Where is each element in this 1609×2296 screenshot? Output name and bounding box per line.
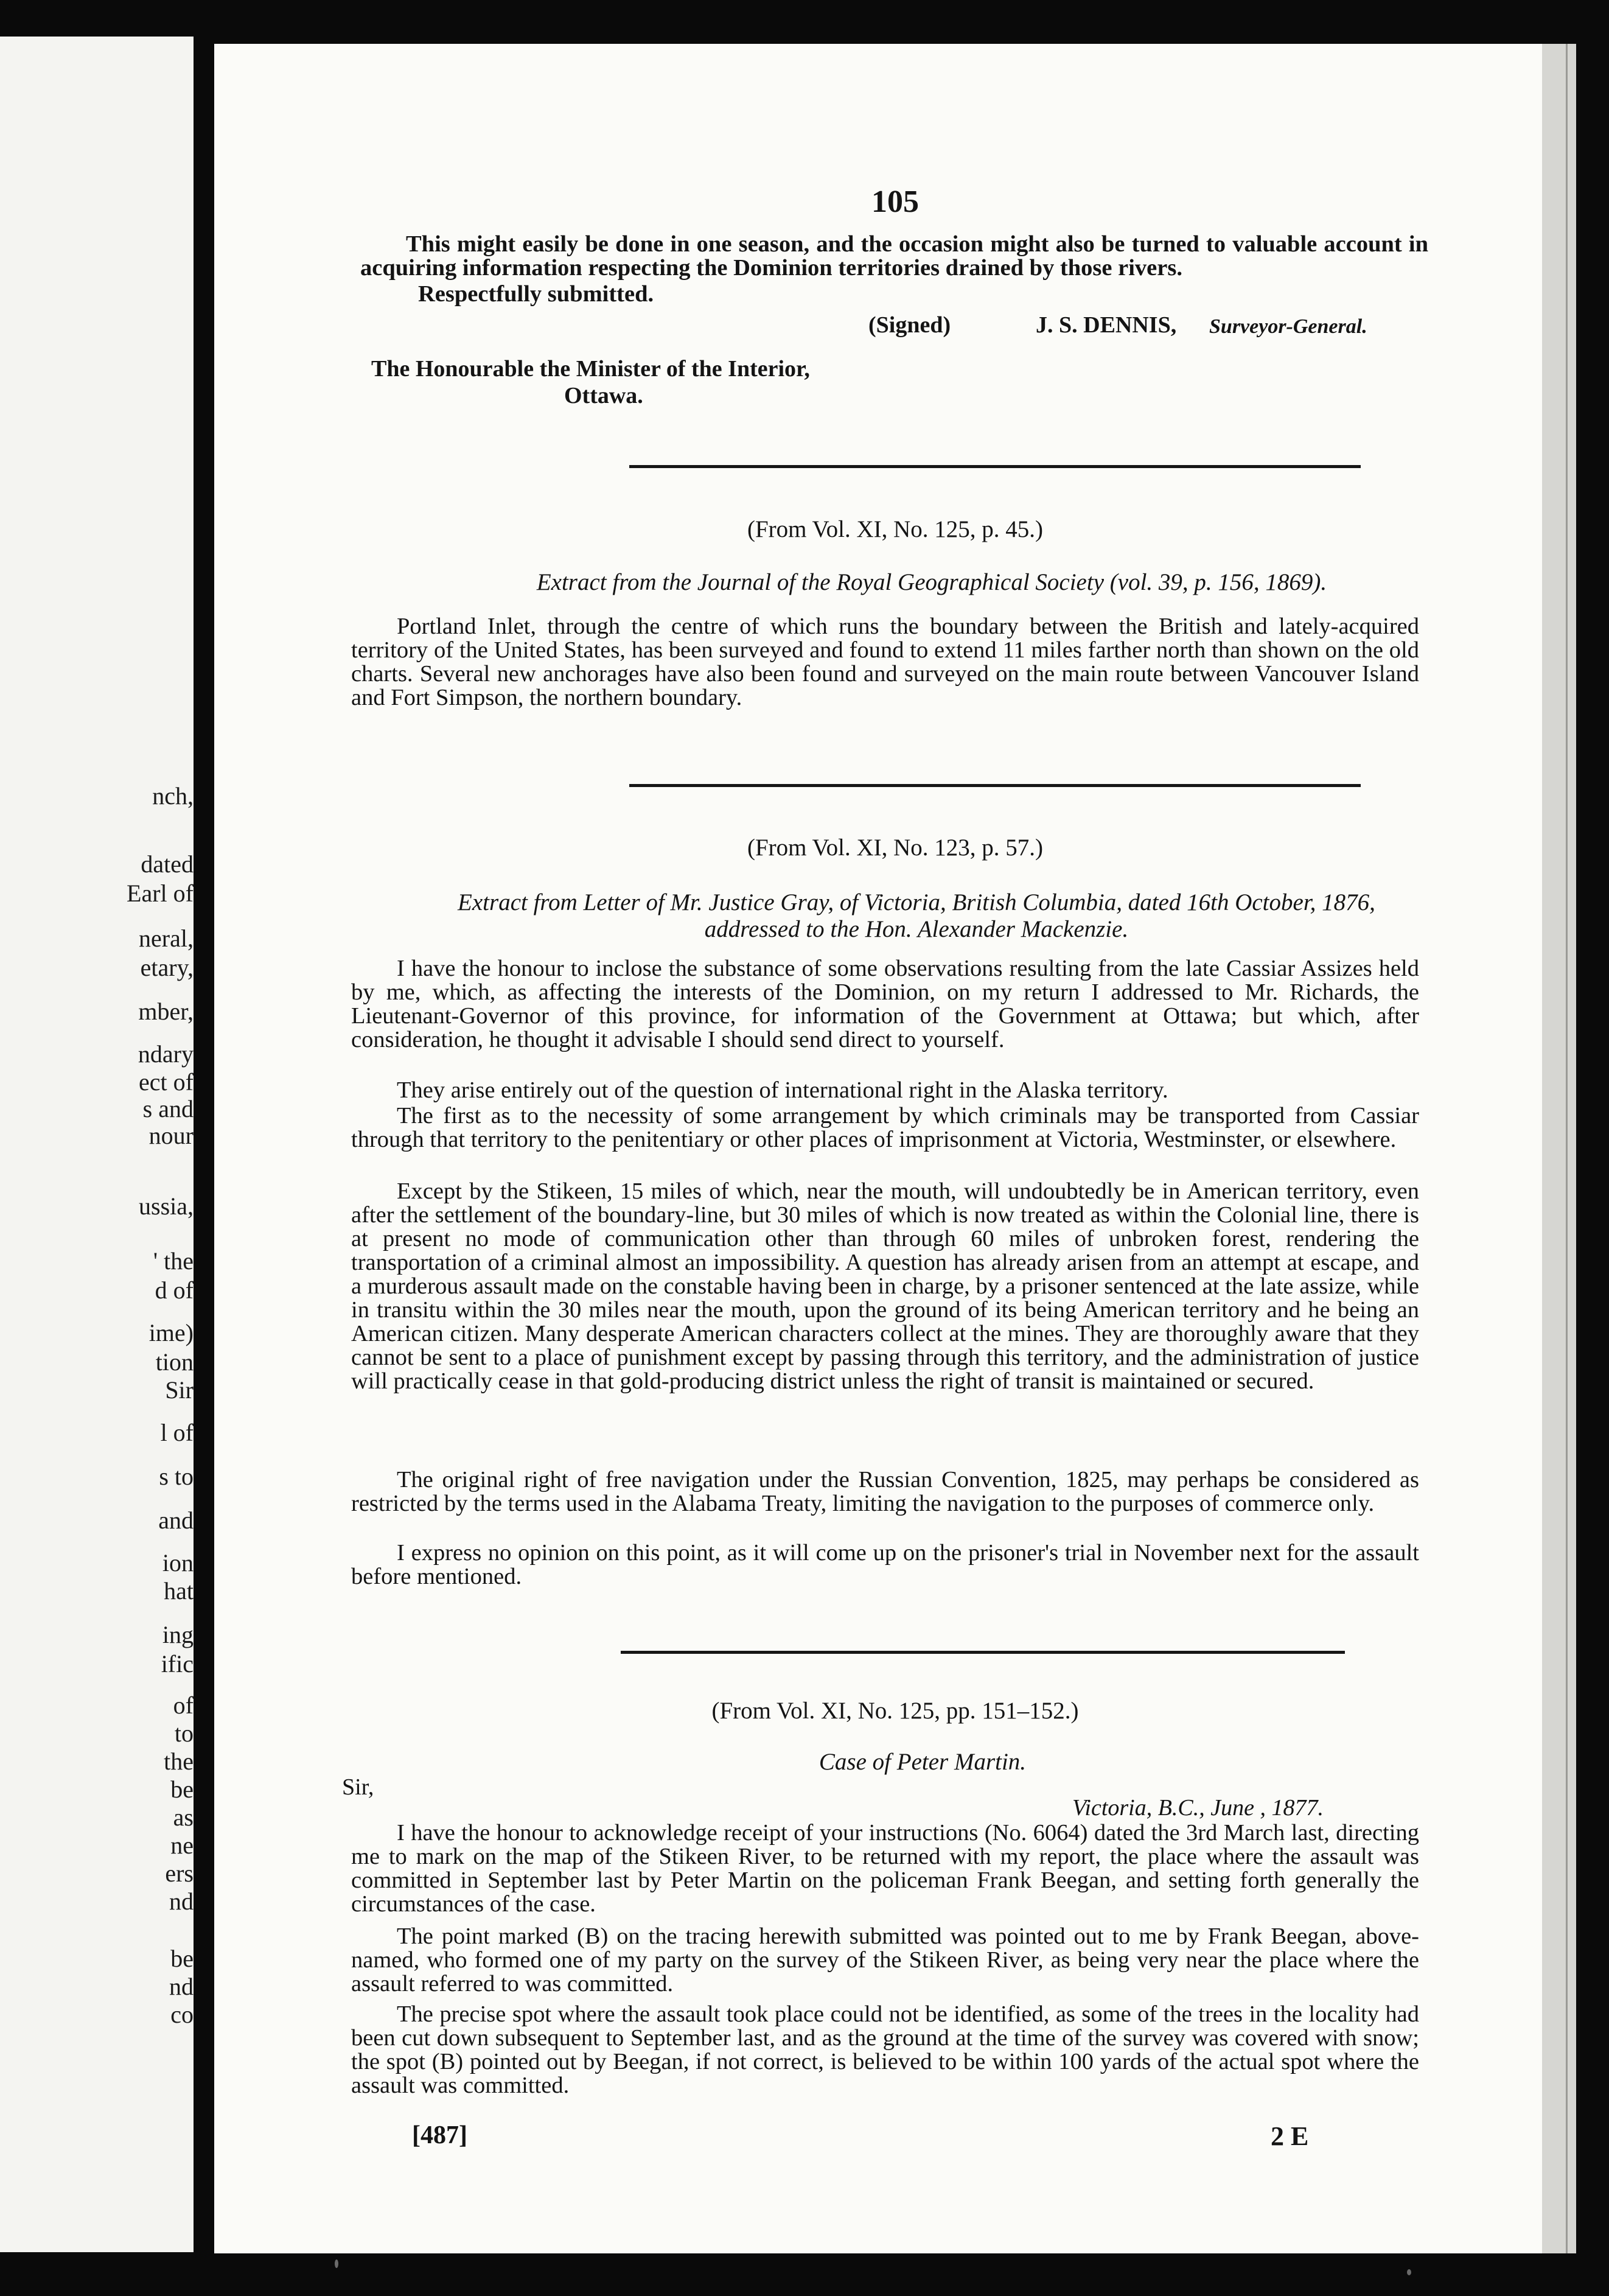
margin-fragment: be <box>170 1945 194 1972</box>
margin-fragment: Earl of <box>127 880 194 907</box>
margin-fragment: mber, <box>138 998 194 1025</box>
signed-label: (Signed) <box>868 312 951 338</box>
margin-fragment: etary, <box>140 954 194 981</box>
page-edge <box>1542 44 1576 2253</box>
margin-fragment: hat <box>164 1577 194 1605</box>
margin-fragment: co <box>170 2001 194 2028</box>
section2-paragraph-3: The first as to the necessity of some arrangement by which criminals may be transported from Cassiar through that territory to the penitentiary or other places of imprisonment at Victoria, Westminster, or elsewhere. <box>351 1103 1419 1152</box>
section3-paragraph-2: The point marked (B) on the tracing herewith submitted was pointed out to me by Frank Beegan, above-named, who formed one of my party on the survey of the Stikeen River, as being very near the place where the assault referred to was committed. <box>351 1923 1419 1997</box>
margin-fragment: as <box>173 1804 194 1831</box>
section1-source: (From Vol. XI, No. 125, p. 45.) <box>747 516 1044 542</box>
addressee-line1: The Honourable the Minister of the Interior, <box>371 356 810 382</box>
signature-title: Surveyor-General. <box>1209 315 1367 338</box>
margin-fragment: nch, <box>152 782 194 810</box>
left-page-margin <box>0 37 194 2252</box>
margin-fragment: ific <box>161 1650 194 1678</box>
margin-fragment: nd <box>169 1888 194 1915</box>
addressee-line2: Ottawa. <box>564 383 643 408</box>
footer-signature-number: [487] <box>412 2121 467 2149</box>
section1-subtitle: Extract from the Journal of the Royal Geographical Society (vol. 39, p. 156, 1869). <box>536 569 1327 595</box>
section3-paragraph-1: I have the honour to acknowledge receipt of your instructions (No. 6064) dated the 3rd March last, directing me to mark on the map of the Stikeen River, to be returned with my report, the place where the assault was committed in September last by Peter Martin on the policeman Frank Beegan, and setting forth generally the circumstances of the case. <box>351 1820 1419 1917</box>
margin-fragment: ime) <box>148 1319 194 1346</box>
margin-fragment: neral, <box>139 925 194 952</box>
margin-fragment: to <box>174 1720 194 1747</box>
section-divider <box>629 465 1361 468</box>
margin-fragment: ing <box>162 1621 194 1648</box>
margin-fragment: the <box>164 1748 194 1775</box>
margin-fragment: ect of <box>139 1068 194 1096</box>
section2-subtitle-line2: addressed to the Hon. Alexander Mackenzie. <box>704 916 1129 942</box>
section-divider <box>629 784 1361 787</box>
section1-body: Portland Inlet, through the centre of which runs the boundary between the British and lately-acquired territory of the United States, has been surveyed and found to extend 11 miles farther north than shown on the old charts. Several new anchorages have also been found and surveyed on the main route between Vancouver Island and Fort Simpson, the northern boundary. <box>351 614 1419 710</box>
section2-source: (From Vol. XI, No. 123, p. 57.) <box>747 835 1044 861</box>
page-edge-line <box>1566 44 1568 2253</box>
margin-fragment: l of <box>160 1419 194 1446</box>
margin-fragment: nd <box>169 1973 194 2000</box>
section2-paragraph-2: They arise entirely out of the question of international right in the Alaska territory. <box>397 1077 1168 1103</box>
margin-fragment: ussia, <box>139 1192 194 1220</box>
intro-closing: Respectfully submitted. <box>418 281 654 307</box>
dateline: Victoria, B.C., June , 1877. <box>1072 1795 1324 1821</box>
margin-fragment: tion <box>155 1348 194 1376</box>
signature-name: J. S. DENNIS, <box>1036 312 1177 338</box>
page-number: 105 <box>871 184 919 219</box>
scan-speck <box>335 2259 338 2268</box>
margin-fragment: s and <box>142 1095 194 1122</box>
margin-fragment: ' the <box>153 1247 194 1275</box>
margin-fragment: dated <box>141 850 194 878</box>
margin-fragment: d of <box>155 1276 194 1304</box>
section-divider <box>621 1651 1345 1654</box>
section2-subtitle-line1: Extract from Letter of Mr. Justice Gray, of Victoria, British Columbia, dated 16th October, 1876, <box>458 889 1375 915</box>
section3-source: (From Vol. XI, No. 125, pp. 151–152.) <box>711 1698 1079 1724</box>
margin-fragment: be <box>170 1776 194 1803</box>
margin-fragment: ers <box>165 1860 194 1887</box>
scan-speck <box>1407 2269 1411 2275</box>
margin-fragment: and <box>158 1507 194 1534</box>
document-page <box>214 44 1576 2253</box>
salutation: Sir, <box>342 1774 374 1800</box>
margin-fragment: Sir <box>165 1376 194 1404</box>
section3-paragraph-3: The precise spot where the assault took place could not be identified, as some of the trees in the locality had been cut down subsequent to September last, and as the ground at the time of the survey was covered with snow; the spot (B) pointed out by Beegan, if not correct, is believed to be within 100 yards of the actual spot where the assault was committed. <box>351 2001 1419 2098</box>
section3-subtitle: Case of Peter Martin. <box>818 1749 1027 1775</box>
section2-paragraph-5: The original right of free navigation under the Russian Convention, 1825, may perhaps be considered as restricted by the terms used in the Alabama Treaty, limiting the navigation to the purposes of commerce only. <box>351 1467 1419 1516</box>
section2-paragraph-1: I have the honour to inclose the substance of some observations resulting from the late Cassiar Assizes held by me, which, as affecting the interests of the Dominion, on my return I addressed to Mr. Richards, the Lieutenant-Governor of this province, for information of the Government at Ottawa; but which, after consideration, he thought it advisable I should send direct to yourself. <box>351 956 1419 1052</box>
margin-fragment: ion <box>162 1549 194 1577</box>
margin-fragment: ne <box>170 1832 194 1859</box>
section2-paragraph-4: Except by the Stikeen, 15 miles of which, near the mouth, will undoubtedly be in American territory, even after the settlement of the boundary-line, but 30 miles of which is now treated as within the Colonial line, there is at present no mode of communication other than through 60 miles of unbroken forest, rendering the transportation of a criminal almost an impossibility. A question has already arisen from an attempt at escape, and a murderous assault made on the constable having been in charge, by a prisoner sentenced at the late assize, while in transitu within the 30 miles near the mouth, upon the ground of its being American territory and he being an American citizen. Many desperate American characters collect at the mines. They are thoroughly aware that they cannot be sent to a place of punishment except by passing through this territory, and the administration of justice will practically cease in that gold-producing district unless the right of transit is maintained or secured. <box>351 1178 1419 1394</box>
margin-fragment: of <box>173 1692 194 1719</box>
margin-fragment: ndary <box>138 1040 194 1068</box>
footer-signature-mark: 2 E <box>1271 2121 1309 2151</box>
margin-fragment: nour <box>148 1122 194 1149</box>
margin-fragment: s to <box>159 1463 194 1490</box>
intro-paragraph: This might easily be done in one season, and the occasion might also be turned to valuable account in acquiring information respecting the Dominion territories drained by those rivers. <box>360 231 1428 281</box>
section2-paragraph-6: I express no opinion on this point, as it will come up on the prisoner's trial in November next for the assault before mentioned. <box>351 1540 1419 1589</box>
